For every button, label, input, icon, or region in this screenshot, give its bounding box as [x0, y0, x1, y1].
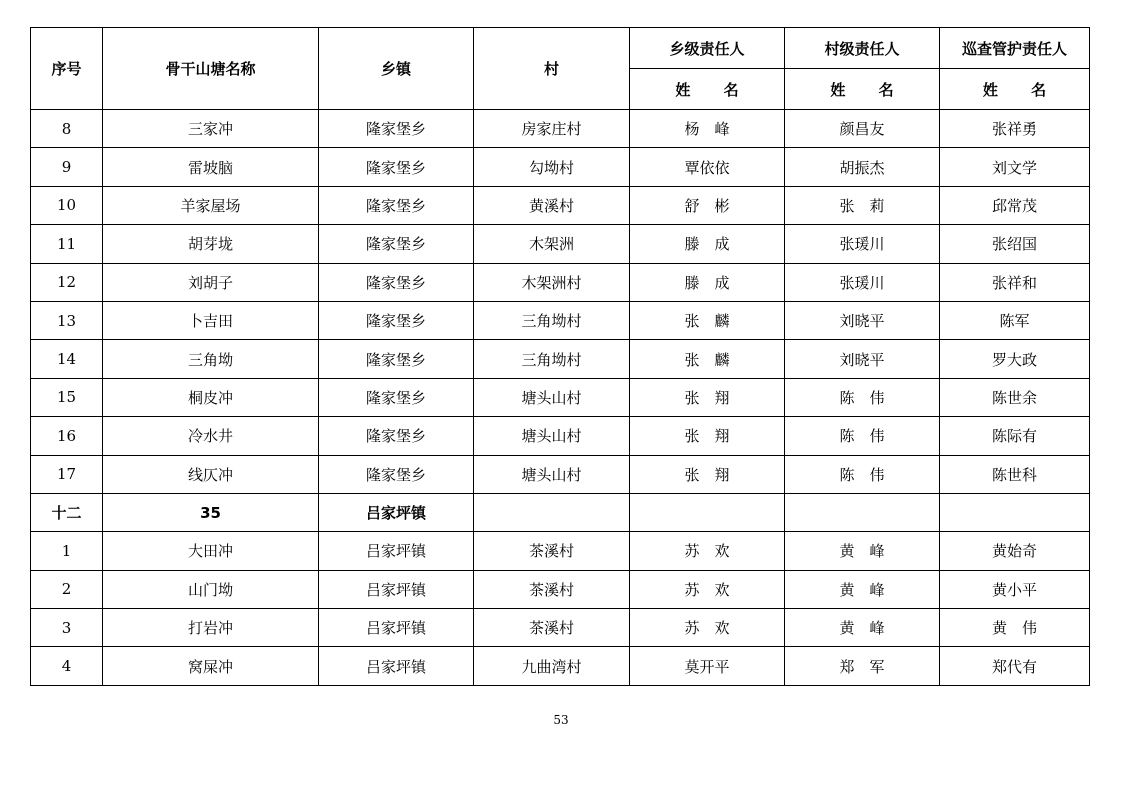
cell-patrol-person: 黄 伟	[940, 609, 1090, 647]
cell-township-person: 杨 峰	[630, 110, 785, 148]
header-village: 村	[474, 28, 630, 110]
table-row	[31, 263, 1090, 301]
cell-village: 塘头山村	[474, 378, 630, 416]
table-row	[31, 532, 1090, 570]
header-seq: 序号	[31, 28, 103, 110]
header-township-responsible: 乡级责任人	[630, 28, 785, 69]
cell-pond: 刘胡子	[103, 263, 319, 301]
table-row	[31, 340, 1090, 378]
header-name-township: 姓 名	[630, 69, 785, 110]
cell-town: 隆家堡乡	[319, 340, 474, 378]
cell-pond: 三家冲	[103, 110, 319, 148]
header-name-village: 姓 名	[785, 69, 940, 110]
cell-village: 木架洲	[474, 225, 630, 263]
cell-village-person: 郑 军	[785, 647, 940, 685]
cell-township-person: 张 翔	[630, 455, 785, 493]
cell-village-person: 颜昌友	[785, 110, 940, 148]
section-empty-cell	[785, 493, 940, 531]
cell-seq: 1	[31, 532, 103, 570]
cell-patrol-person: 张祥勇	[940, 110, 1090, 148]
cell-seq: 3	[31, 609, 103, 647]
cell-pond: 窝屎冲	[103, 647, 319, 685]
cell-patrol-person: 黄小平	[940, 570, 1090, 608]
cell-town: 隆家堡乡	[319, 301, 474, 339]
cell-pond: 胡芽垅	[103, 225, 319, 263]
cell-pond: 山门坳	[103, 570, 319, 608]
cell-pond: 卜吉田	[103, 301, 319, 339]
cell-seq: 9	[31, 148, 103, 186]
cell-village: 茶溪村	[474, 570, 630, 608]
cell-village-person: 黄 峰	[785, 609, 940, 647]
cell-patrol-person: 刘文学	[940, 148, 1090, 186]
cell-village-person: 黄 峰	[785, 532, 940, 570]
cell-township-person: 张 翔	[630, 378, 785, 416]
cell-seq: 11	[31, 225, 103, 263]
header-name-patrol: 姓 名	[940, 69, 1090, 110]
cell-township-person: 舒 彬	[630, 186, 785, 224]
cell-town: 吕家坪镇	[319, 532, 474, 570]
cell-pond: 冷水井	[103, 417, 319, 455]
cell-pond: 雷坡脑	[103, 148, 319, 186]
cell-village: 勾坳村	[474, 148, 630, 186]
cell-patrol-person: 陈世余	[940, 378, 1090, 416]
cell-pond: 三角坳	[103, 340, 319, 378]
cell-seq: 14	[31, 340, 103, 378]
cell-village-person: 刘晓平	[785, 340, 940, 378]
cell-town: 吕家坪镇	[319, 609, 474, 647]
table-row	[31, 148, 1090, 186]
cell-township-person: 滕 成	[630, 225, 785, 263]
cell-township-person: 张 翔	[630, 417, 785, 455]
cell-seq: 15	[31, 378, 103, 416]
section-empty-cell	[474, 493, 630, 531]
cell-village: 房家庄村	[474, 110, 630, 148]
cell-village: 茶溪村	[474, 609, 630, 647]
cell-town: 吕家坪镇	[319, 570, 474, 608]
cell-patrol-person: 张绍国	[940, 225, 1090, 263]
cell-village-person: 陈 伟	[785, 378, 940, 416]
cell-village-person: 张 莉	[785, 186, 940, 224]
table-row	[31, 455, 1090, 493]
cell-patrol-person: 郑代有	[940, 647, 1090, 685]
cell-patrol-person: 邱常茂	[940, 186, 1090, 224]
cell-town: 隆家堡乡	[319, 110, 474, 148]
cell-village: 木架洲村	[474, 263, 630, 301]
cell-pond: 羊家屋场	[103, 186, 319, 224]
table-row	[31, 417, 1090, 455]
cell-town: 隆家堡乡	[319, 186, 474, 224]
responsibility-table	[30, 27, 1090, 686]
table-row	[31, 186, 1090, 224]
cell-town: 隆家堡乡	[319, 148, 474, 186]
cell-township-person: 滕 成	[630, 263, 785, 301]
cell-town: 隆家堡乡	[319, 455, 474, 493]
cell-village-person: 陈 伟	[785, 417, 940, 455]
cell-township-person: 苏 欢	[630, 609, 785, 647]
cell-patrol-person: 黄始奇	[940, 532, 1090, 570]
cell-patrol-person: 陈军	[940, 301, 1090, 339]
cell-pond: 线仄冲	[103, 455, 319, 493]
table-row	[31, 378, 1090, 416]
section-seq: 十二	[31, 493, 103, 531]
cell-patrol-person: 张祥和	[940, 263, 1090, 301]
section-row	[31, 493, 1090, 531]
cell-township-person: 覃依依	[630, 148, 785, 186]
cell-patrol-person: 陈世科	[940, 455, 1090, 493]
cell-village: 黄溪村	[474, 186, 630, 224]
cell-seq: 4	[31, 647, 103, 685]
cell-seq: 16	[31, 417, 103, 455]
cell-town: 隆家堡乡	[319, 225, 474, 263]
cell-township-person: 苏 欢	[630, 570, 785, 608]
table-row	[31, 647, 1090, 685]
section-count: 35	[103, 493, 319, 531]
cell-pond: 大田冲	[103, 532, 319, 570]
table-row	[31, 110, 1090, 148]
section-empty-cell	[630, 493, 785, 531]
table-row	[31, 570, 1090, 608]
header-town: 乡镇	[319, 28, 474, 110]
cell-village: 三角坳村	[474, 301, 630, 339]
cell-village: 塘头山村	[474, 417, 630, 455]
section-empty-cell	[940, 493, 1090, 531]
section-town: 吕家坪镇	[319, 493, 474, 531]
page-number: 53	[553, 713, 569, 727]
cell-seq: 12	[31, 263, 103, 301]
cell-town: 隆家堡乡	[319, 263, 474, 301]
cell-township-person: 苏 欢	[630, 532, 785, 570]
cell-patrol-person: 罗大政	[940, 340, 1090, 378]
cell-patrol-person: 陈际有	[940, 417, 1090, 455]
cell-seq: 17	[31, 455, 103, 493]
cell-township-person: 莫开平	[630, 647, 785, 685]
cell-village-person: 张瑗川	[785, 225, 940, 263]
cell-village: 九曲湾村	[474, 647, 630, 685]
cell-town: 吕家坪镇	[319, 647, 474, 685]
table-row	[31, 225, 1090, 263]
cell-pond: 打岩冲	[103, 609, 319, 647]
cell-township-person: 张 麟	[630, 340, 785, 378]
cell-village-person: 陈 伟	[785, 455, 940, 493]
cell-seq: 8	[31, 110, 103, 148]
cell-township-person: 张 麟	[630, 301, 785, 339]
cell-village-person: 刘晓平	[785, 301, 940, 339]
cell-pond: 桐皮冲	[103, 378, 319, 416]
cell-town: 隆家堡乡	[319, 378, 474, 416]
header-village-responsible: 村级责任人	[785, 28, 940, 69]
header-patrol-responsible: 巡查管护责任人	[940, 28, 1090, 69]
cell-village: 茶溪村	[474, 532, 630, 570]
cell-seq: 10	[31, 186, 103, 224]
cell-village: 塘头山村	[474, 455, 630, 493]
table-row	[31, 301, 1090, 339]
cell-town: 隆家堡乡	[319, 417, 474, 455]
cell-village: 三角坳村	[474, 340, 630, 378]
cell-seq: 13	[31, 301, 103, 339]
cell-seq: 2	[31, 570, 103, 608]
cell-village-person: 张瑗川	[785, 263, 940, 301]
header-pond-name: 骨干山塘名称	[103, 28, 319, 110]
cell-village-person: 黄 峰	[785, 570, 940, 608]
table-row	[31, 609, 1090, 647]
cell-village-person: 胡振杰	[785, 148, 940, 186]
